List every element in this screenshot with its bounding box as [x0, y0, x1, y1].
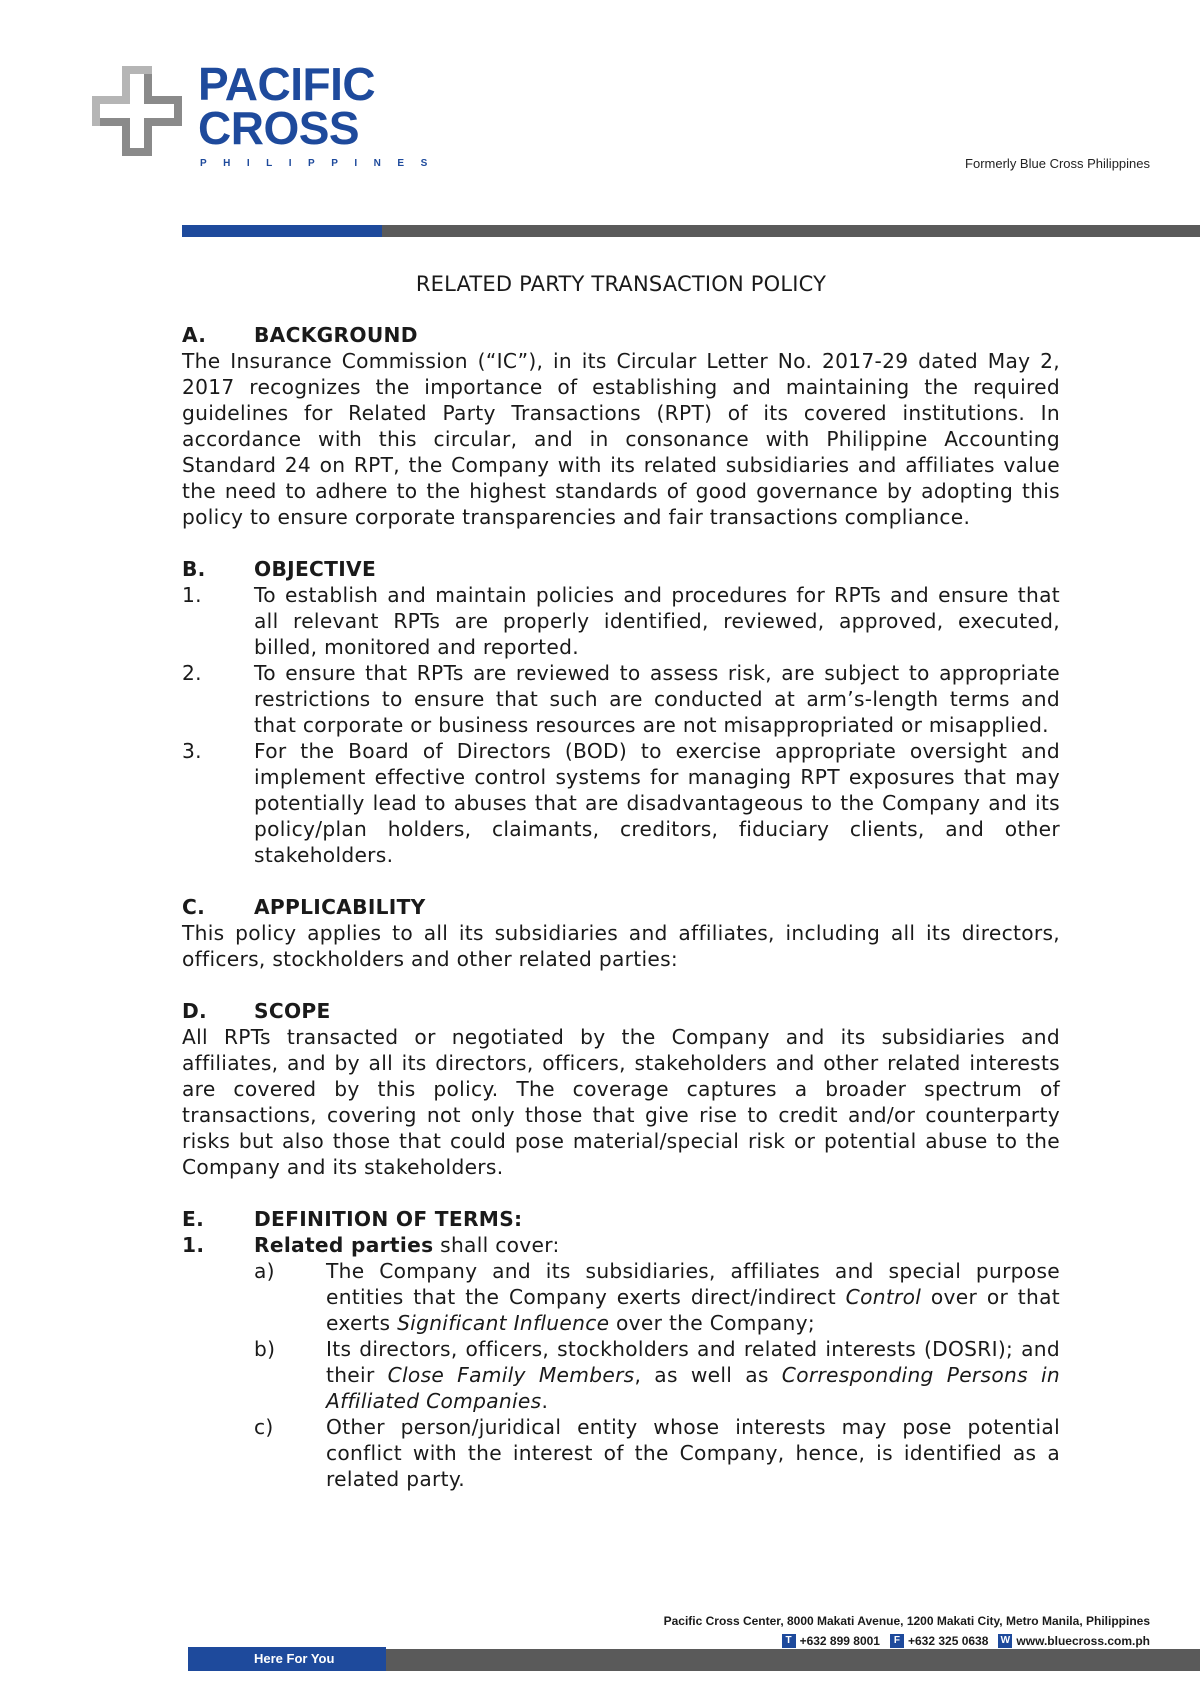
item-number: 1.: [182, 583, 202, 607]
section-heading-background: [182, 322, 1060, 348]
applicability-paragraph: This policy applies to all its subsidiaries and affiliates, including all its directors, officers, stockholders and other related parties:: [182, 921, 1060, 971]
subitem-text: The Company and its subsidiaries, affiliates and special purpose entities that the Company exerts direct/indirect Control over or that exerts Significant Influence over the Company;: [326, 1259, 1060, 1335]
footer-bar: [188, 1647, 1200, 1671]
defined-term: Corresponding Persons in Affiliated Companies: [326, 1363, 1060, 1413]
section-letter: C.: [182, 895, 206, 919]
section-title: SCOPE: [254, 999, 331, 1023]
item-text: shall cover:: [433, 1233, 560, 1257]
section-letter: B.: [182, 557, 206, 581]
cross-logo-icon: [92, 66, 192, 166]
subitem-text: Its directors, officers, stockholders and related interests (DOSRI); and their Close Family Members, as well as Corresponding Persons in Affiliated Companies.: [326, 1337, 1060, 1413]
footer-phone: +632 899 8001: [799, 1634, 880, 1648]
item-text: For the Board of Directors (BOD) to exercise appropriate oversight and implement effective control systems for managing RPT exposures that may potentially lead to abuses that are disadvantageous to the Company and its policy/plan holders, claimants, creditors, fiduciary clients, and other stakeholders.: [254, 739, 1060, 867]
footer-bar-grey: [386, 1649, 1200, 1671]
item-number: 1.: [182, 1233, 205, 1257]
footer-website[interactable]: www.bluecross.com.ph: [1016, 1634, 1150, 1648]
document-body: [182, 322, 1060, 1492]
web-icon: W: [998, 1634, 1012, 1648]
objective-item: [182, 660, 1060, 738]
logo-line-2: CROSS: [198, 102, 360, 154]
footer-tagline: Here For You: [188, 1647, 386, 1671]
section-letter: D.: [182, 999, 208, 1023]
section-title: DEFINITION OF TERMS:: [254, 1207, 523, 1231]
section-letter: A.: [182, 323, 207, 347]
item-text: To ensure that RPTs are reviewed to assess risk, are subject to appropriate restrictions to ensure that such are conducted at arm’s-length terms and that corporate or business resources are not misappropriated or misapplied.: [254, 661, 1060, 737]
section-heading-objective: [182, 556, 1060, 582]
definition-subitem: [182, 1414, 1060, 1492]
logo-subtitle: PHILIPPINES: [200, 158, 444, 169]
logo-wordmark: [198, 58, 376, 154]
item-number: 3.: [182, 739, 202, 763]
header-divider: [182, 225, 1200, 237]
defined-term: Control: [845, 1285, 922, 1309]
definition-subitem: [182, 1258, 1060, 1336]
fax-icon: F: [890, 1634, 904, 1648]
phone-icon: T: [782, 1634, 796, 1648]
section-heading-applicability: [182, 894, 1060, 920]
formerly-note: Formerly Blue Cross Philippines: [965, 156, 1150, 171]
header-divider-blue: [182, 225, 382, 237]
section-heading-definitions: [182, 1206, 1060, 1232]
defined-term: Significant Influence: [397, 1311, 610, 1335]
company-logo: [92, 58, 444, 176]
background-paragraph: The Insurance Commission (“IC”), in its Circular Letter No. 2017-29 dated May 2, 2017 recognizes the importance of establishing and maintaining the required guidelines for Related Party Transactions (RPT) of its covered institutions. In accordance with this circular, and in consonance with Philippine Accounting Standard 24 on RPT, the Company with its related subsidiaries and affiliates value the need to adhere to the highest standards of good governance by adopting this policy to ensure corporate transparencies and fair transactions compliance.: [182, 349, 1060, 529]
footer-fax: +632 325 0638: [907, 1634, 989, 1648]
section-heading-scope: [182, 998, 1060, 1024]
section-title: OBJECTIVE: [254, 557, 377, 581]
footer-address: Pacific Cross Center, 8000 Makati Avenue, 1200 Makati City, Metro Manila, Philippines: [663, 1614, 1150, 1628]
section-letter: E.: [182, 1207, 205, 1231]
objective-item: [182, 738, 1060, 868]
logo-line-1: PACIFIC: [198, 58, 376, 110]
section-title: BACKGROUND: [254, 323, 418, 347]
section-title: APPLICABILITY: [254, 895, 426, 919]
scope-paragraph: All RPTs transacted or negotiated by the Company and its subsidiaries and affiliates, and by all its directors, officers, stakeholders and other related interests are covered by this policy. The coverage captures a broader spectrum of transactions, covering not only those that give rise to credit and/or counterparty risks but also those that could pose material/special risk or potential abuse to the Company and its stakeholders.: [182, 1025, 1060, 1179]
defined-term: Close Family Members: [387, 1363, 635, 1387]
subitem-letter: b): [254, 1337, 276, 1361]
definition-item: [182, 1232, 1060, 1258]
item-text: To establish and maintain policies and procedures for RPTs and ensure that all relevant RPTs are properly identified, reviewed, approved, executed, billed, monitored and reported.: [254, 583, 1060, 659]
definition-subitem: [182, 1336, 1060, 1414]
footer-contacts: [772, 1634, 1150, 1648]
subitem-letter: c): [254, 1415, 274, 1439]
defined-term: Related parties: [254, 1233, 434, 1257]
subitem-text: Other person/juridical entity whose interests may pose potential conflict with the interest of the Company, hence, is identified as a related party.: [326, 1415, 1060, 1491]
objective-item: [182, 582, 1060, 660]
header-divider-grey: [382, 225, 1200, 237]
subitem-letter: a): [254, 1259, 275, 1283]
document-title: RELATED PARTY TRANSACTION POLICY: [415, 272, 827, 296]
item-number: 2.: [182, 661, 202, 685]
